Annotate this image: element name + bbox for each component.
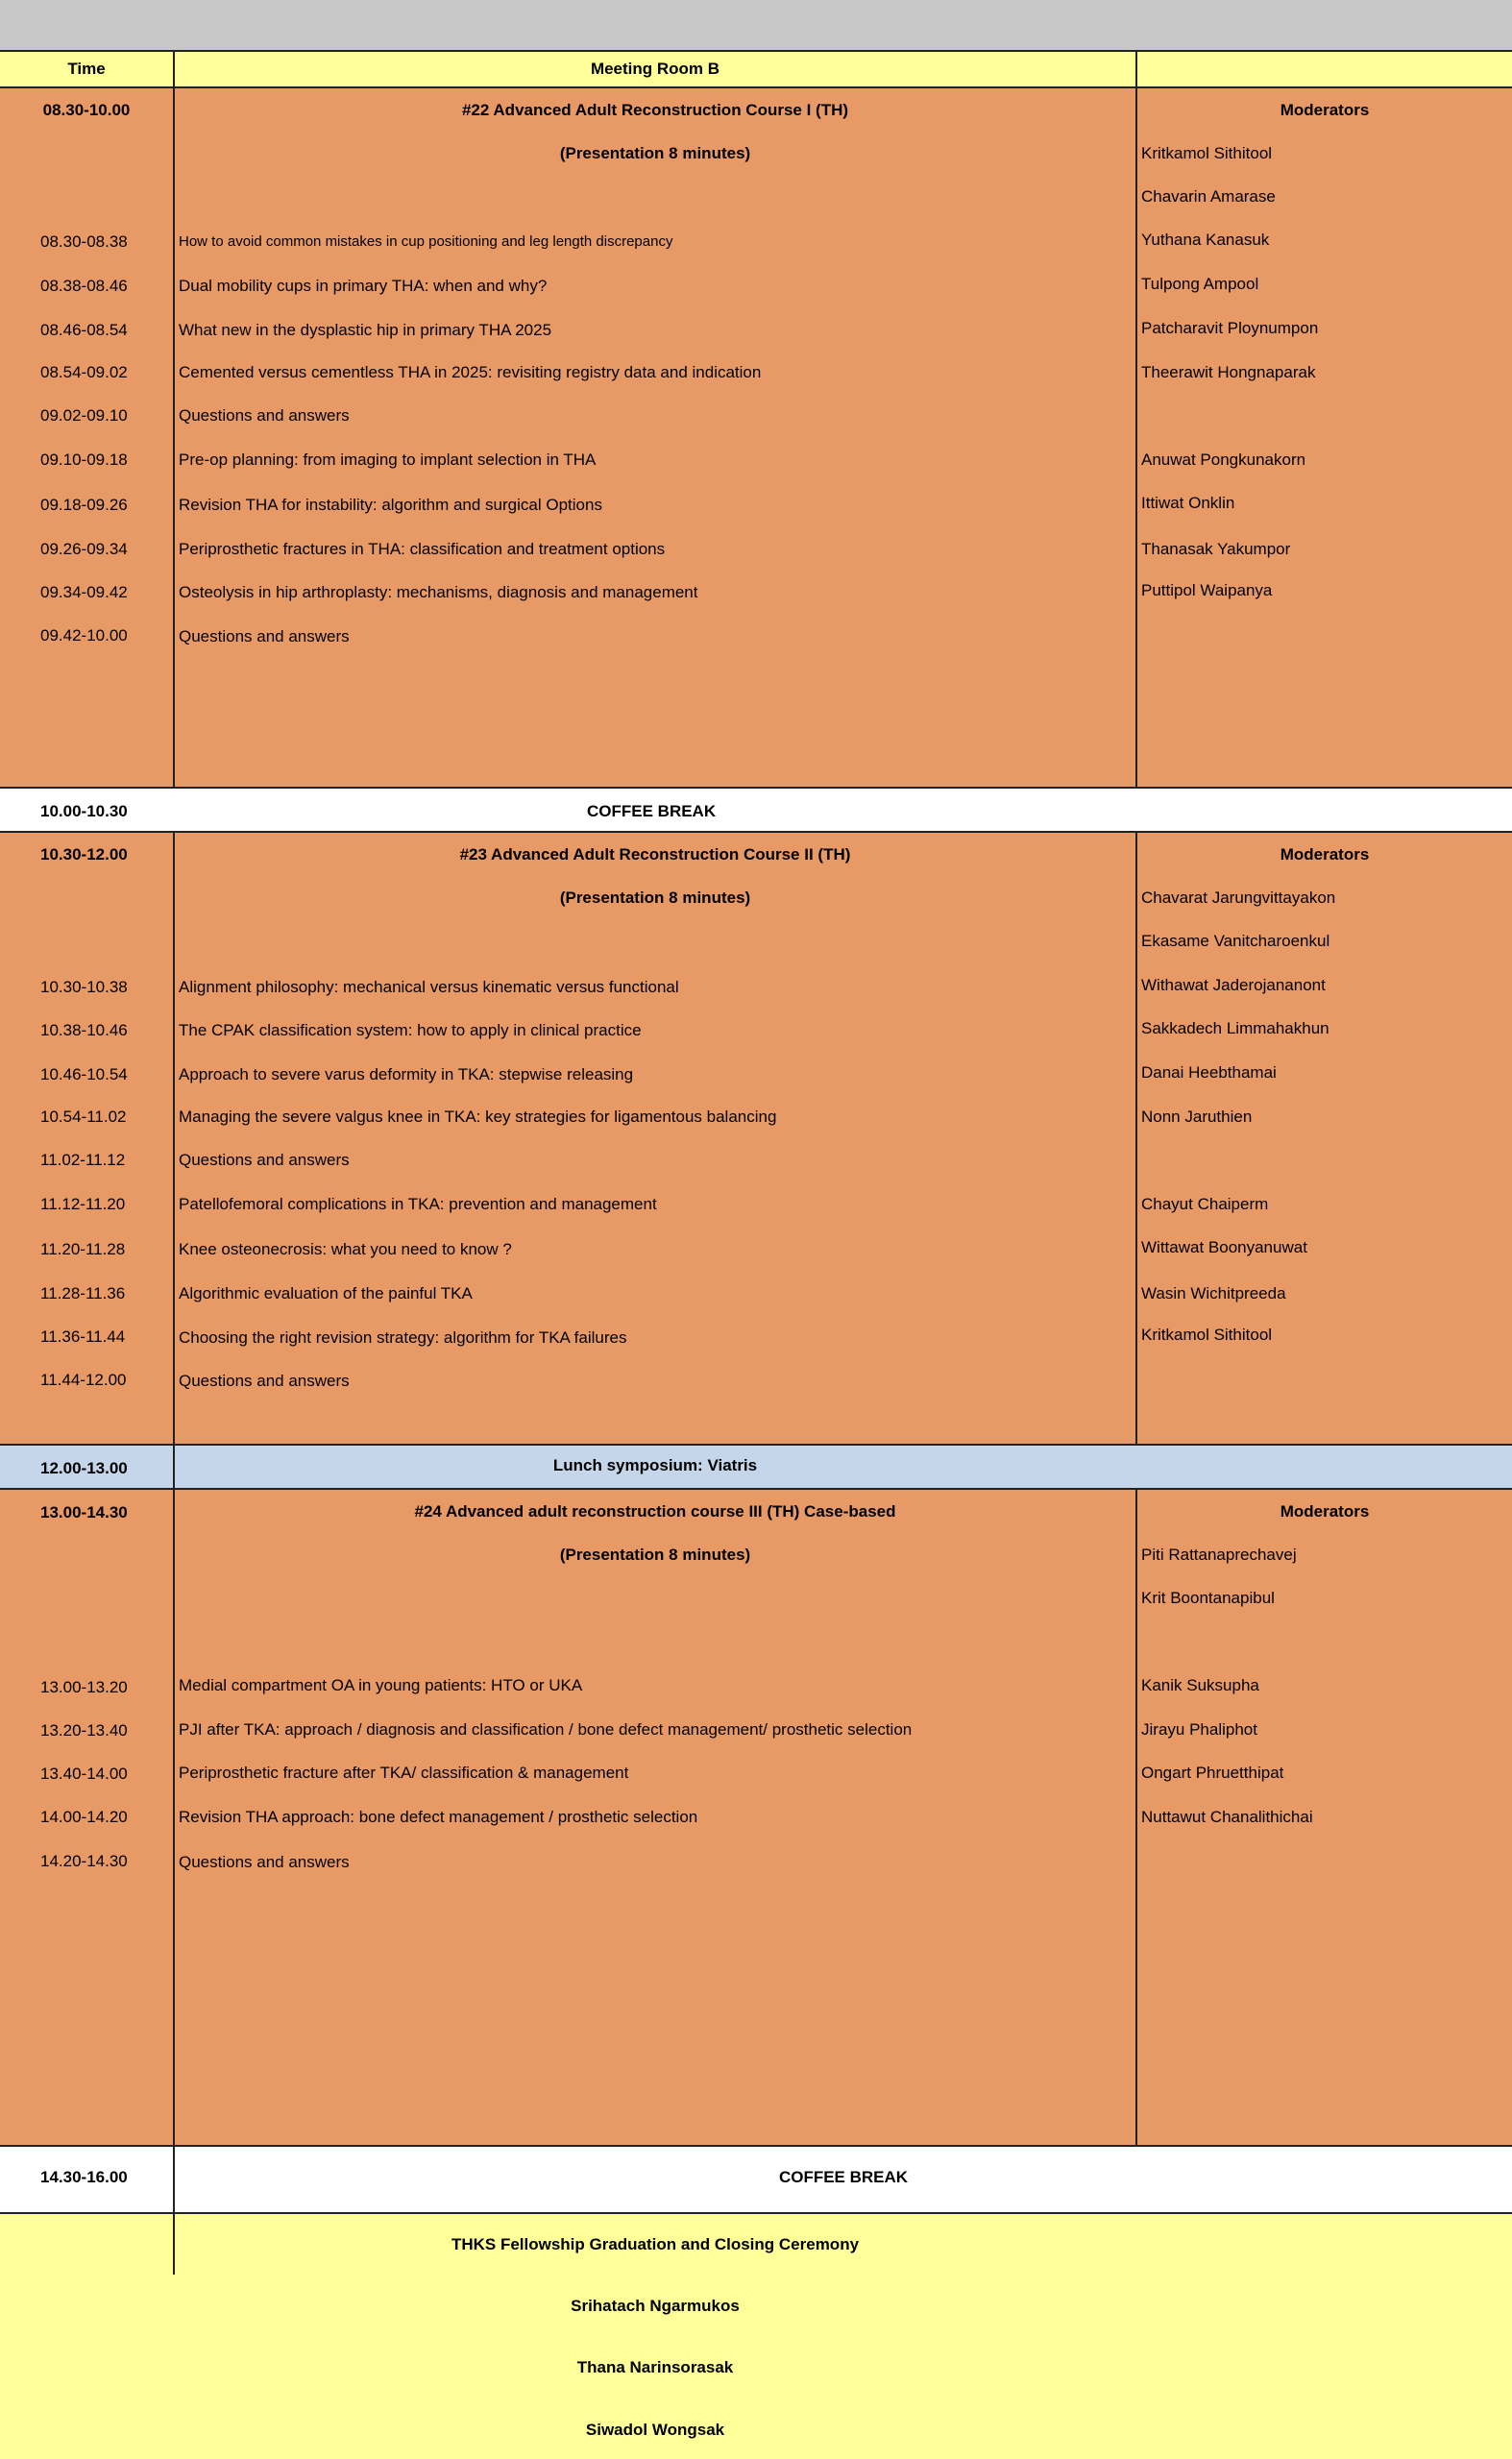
row-topic: PJI after TKA: approach / diagnosis and classification / bone defect management/ prosthetic selection [179,1720,913,1739]
row-time: 08.30-08.38 [40,232,128,251]
session1-moderator: Chavarin Amarase [1141,187,1276,206]
break2-time: 14.30-16.00 [40,2168,128,2186]
row-topic: Questions and answers [179,406,350,425]
row-speaker: Chayut Chaiperm [1141,1195,1269,1213]
session1-moderator: Kritkamol Sithitool [1141,144,1273,162]
row-speaker: Nuttawut Chanalithichai [1141,1808,1313,1826]
row-time: 09.34-09.42 [40,583,128,601]
row-time: 13.20-13.40 [40,1721,128,1740]
row-topic: Pre-op planning: from imaging to implant selection in THA [179,450,597,469]
divider [0,831,1512,833]
row-time: 08.38-08.46 [40,277,128,295]
row-time: 11.20-11.28 [40,1240,126,1258]
break2-label: COFFEE BREAK [778,2168,909,2186]
row-speaker: Tulpong Ampool [1141,275,1259,293]
row-speaker: Withawat Jaderojananont [1141,976,1326,994]
row-time: 11.28-11.36 [40,1284,126,1303]
column-divider [173,832,175,1445]
break1-time: 10.00-10.30 [40,802,128,820]
row-speaker: Ittiwat Onklin [1141,494,1235,512]
row-time: 10.54-11.02 [40,1108,127,1126]
session1-block [0,88,1512,788]
row-time: 09.10-09.18 [40,450,128,469]
break1-label: COFFEE BREAK [587,802,717,820]
divider [0,787,1512,789]
row-topic: Periprosthetic fracture after TKA/ classification & management [179,1764,629,1782]
row-time: 11.12-11.20 [40,1195,126,1213]
row-topic: Alignment philosophy: mechanical versus kinematic versus functional [179,978,679,996]
session3-moderator: Piti Rattanaprechavej [1141,1546,1297,1564]
row-speaker: Anuwat Pongkunakorn [1141,450,1306,469]
row-time: 08.54-09.02 [40,363,128,381]
row-time: 11.44-12.00 [40,1371,127,1389]
row-topic: Approach to severe varus deformity in TKA: stepwise releasing [179,1065,634,1083]
row-time: 11.02-11.12 [40,1151,126,1169]
closing-name: Siwadol Wongsak [585,2421,725,2439]
row-time: 10.30-10.38 [40,978,128,996]
row-topic: Knee osteonecrosis: what you need to know ? [179,1240,512,1258]
break1-block [0,788,1512,832]
row-topic: Revision THA for instability: algorithm and surgical Options [179,496,602,514]
closing-name: Srihatach Ngarmukos [571,2297,740,2315]
session3-time: 13.00-14.30 [40,1503,128,1522]
row-speaker: Puttipol Waipanya [1141,581,1273,599]
row-speaker: Kanik Suksupha [1141,1676,1259,1694]
row-time: 13.40-14.00 [40,1765,128,1783]
column-divider [1135,1489,1137,2146]
row-speaker: Kritkamol Sithitool [1141,1326,1273,1344]
session3-title: #24 Advanced adult reconstruction course III (TH) Case-based [414,1502,896,1521]
row-topic: Revision THA approach: bone defect management / prosthetic selection [179,1808,698,1826]
row-topic: Dual mobility cups in primary THA: when and why? [179,277,548,295]
session1-time: 08.30-10.00 [42,101,131,119]
lunch-time: 12.00-13.00 [40,1459,128,1477]
session2-title: #23 Advanced Adult Reconstruction Course II (TH) [459,845,851,864]
session2-subtitle: (Presentation 8 minutes) [559,889,751,907]
row-speaker: Danai Heebthamai [1141,1063,1277,1082]
session1-subtitle: (Presentation 8 minutes) [559,144,751,162]
session2-time: 10.30-12.00 [40,845,128,864]
row-speaker: Wittawat Boonyanuwat [1141,1238,1307,1256]
row-speaker: Thanasak Yakumpor [1141,540,1291,558]
session1-title: #22 Advanced Adult Reconstruction Course I (TH) [461,101,849,119]
row-speaker: Jirayu Phaliphot [1141,1720,1257,1739]
lunch-label: Lunch symposium: Viatris [552,1456,758,1474]
session3-subtitle: (Presentation 8 minutes) [559,1546,751,1564]
row-topic: Questions and answers [179,1853,350,1871]
row-topic: Questions and answers [179,627,350,645]
session2-moderator: Chavarat Jarungvittayakon [1141,889,1336,907]
row-topic: Patellofemoral complications in TKA: prevention and management [179,1195,657,1213]
row-topic: Periprosthetic fractures in THA: classification and treatment options [179,540,666,558]
divider [0,2212,1512,2214]
session1-moderators-label: Moderators [1280,101,1370,119]
row-topic: Osteolysis in hip arthroplasty: mechanisms, diagnosis and management [179,583,698,601]
row-time: 09.26-09.34 [40,540,128,558]
session3-moderator: Krit Boontanapibul [1141,1589,1275,1607]
row-time: 10.46-10.54 [40,1065,128,1083]
row-time: 14.00-14.20 [40,1808,128,1826]
row-time: 10.38-10.46 [40,1021,128,1039]
session2-moderators-label: Moderators [1280,845,1370,864]
header-room: Meeting Room B [590,60,720,78]
row-topic: Managing the severe valgus knee in TKA: key strategies for ligamentous balancing [179,1108,777,1126]
row-topic: The CPAK classification system: how to apply in clinical practice [179,1021,642,1039]
column-divider [173,1489,175,2146]
closing-name: Thana Narinsorasak [576,2358,734,2376]
row-time: 09.42-10.00 [40,626,128,645]
top-bar [0,0,1512,50]
row-speaker: Sakkadech Limmahakhun [1141,1019,1329,1037]
row-speaker: Ongart Phruetthipat [1141,1764,1284,1782]
column-divider [1135,50,1137,788]
row-time: 11.36-11.44 [40,1327,126,1346]
row-speaker: Theerawit Hongnaparak [1141,363,1316,381]
row-speaker: Patcharavit Ploynumpon [1141,319,1319,337]
divider [0,1488,1512,1490]
row-topic: Questions and answers [179,1372,350,1390]
session3-moderators-label: Moderators [1280,1502,1370,1521]
row-time: 13.00-13.20 [40,1678,128,1696]
row-topic: How to avoid common mistakes in cup positioning and leg length discrepancy [179,233,673,250]
header-time: Time [67,60,106,78]
row-speaker: Nonn Jaruthien [1141,1108,1253,1126]
row-topic: Cemented versus cementless THA in 2025: revisiting registry data and indication [179,363,762,381]
row-time: 08.46-08.54 [40,321,128,339]
column-divider [1135,832,1137,1445]
closing-title: THKS Fellowship Graduation and Closing Ceremony [451,2235,860,2253]
row-speaker: Yuthana Kanasuk [1141,231,1270,249]
row-topic: What new in the dysplastic hip in primary THA 2025 [179,321,552,339]
row-topic: Questions and answers [179,1151,350,1169]
session2-block [0,832,1512,1445]
row-topic: Algorithmic evaluation of the painful TKA [179,1284,473,1303]
row-topic: Medial compartment OA in young patients: HTO or UKA [179,1676,583,1694]
row-speaker: Wasin Wichitpreeda [1141,1284,1286,1303]
row-time: 14.20-14.30 [40,1852,128,1870]
row-time: 09.18-09.26 [40,496,128,514]
divider [0,1444,1512,1446]
divider [0,2145,1512,2147]
row-topic: Choosing the right revision strategy: algorithm for TKA failures [179,1328,627,1347]
row-time: 09.02-09.10 [40,406,128,425]
session2-moderator: Ekasame Vanitcharoenkul [1141,932,1330,950]
